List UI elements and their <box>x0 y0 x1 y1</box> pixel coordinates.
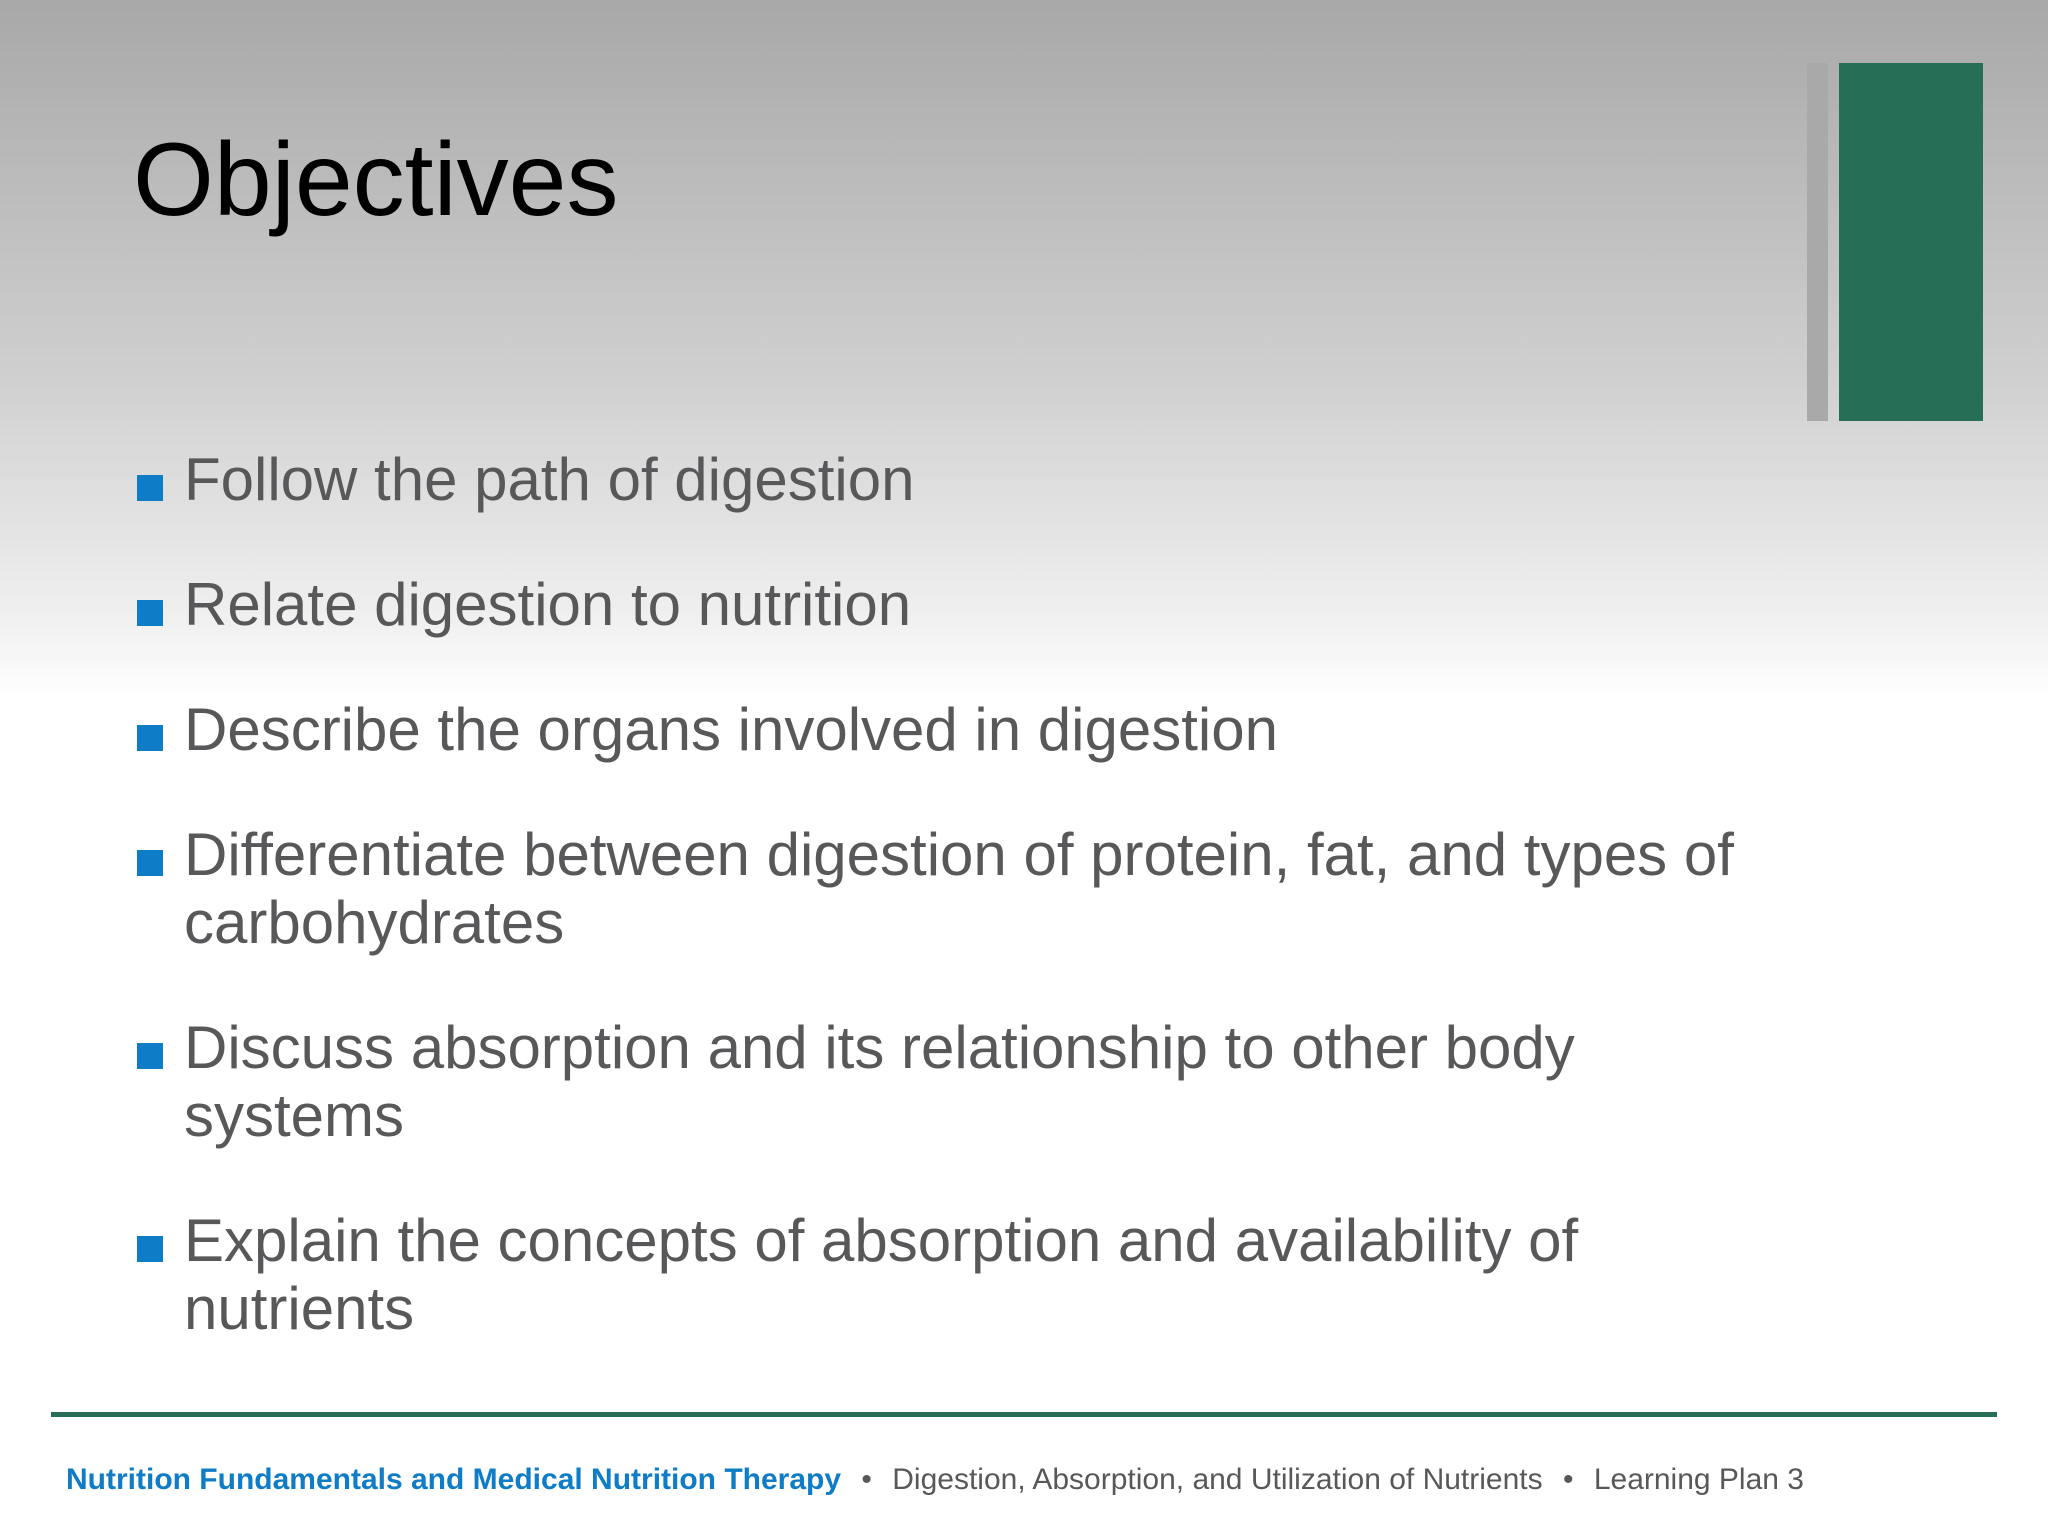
list-item-text: Describe the organs involved in digestion <box>184 696 1278 763</box>
list-item <box>133 821 1773 957</box>
list-item <box>133 1014 1773 1150</box>
list-item <box>133 571 1773 639</box>
objectives-list <box>133 446 1773 1400</box>
square-bullet-icon <box>137 850 163 876</box>
footer-plan-label: Learning Plan 3 <box>1593 1463 1804 1496</box>
list-item <box>133 696 1773 764</box>
list-item <box>133 1207 1773 1343</box>
slide-title: Objectives <box>133 122 619 238</box>
footer-module-title: Digestion, Absorption, and Utilization of Nutrients <box>892 1463 1543 1496</box>
accent-bar-gray <box>1807 63 1828 421</box>
square-bullet-icon <box>137 475 163 501</box>
footer-course-title: Nutrition Fundamentals and Medical Nutrition Therapy <box>66 1463 842 1496</box>
footer-separator: • <box>861 1463 872 1496</box>
list-item <box>133 446 1773 514</box>
list-item-text: Explain the concepts of absorption and availability of nutrients <box>184 1207 1579 1342</box>
list-item-text: Differentiate between digestion of protein, fat, and types of carbohydrates <box>184 821 1734 956</box>
footer <box>66 1460 1804 1500</box>
square-bullet-icon <box>137 1236 163 1262</box>
footer-divider <box>51 1412 1997 1417</box>
square-bullet-icon <box>137 600 163 626</box>
list-item-text: Follow the path of digestion <box>184 446 915 513</box>
square-bullet-icon <box>137 725 163 751</box>
list-item-text: Relate digestion to nutrition <box>184 571 912 638</box>
square-bullet-icon <box>137 1043 163 1069</box>
footer-separator: • <box>1562 1463 1574 1496</box>
list-item-text: Discuss absorption and its relationship to other body systems <box>184 1014 1575 1149</box>
accent-bar-green <box>1839 63 1983 421</box>
